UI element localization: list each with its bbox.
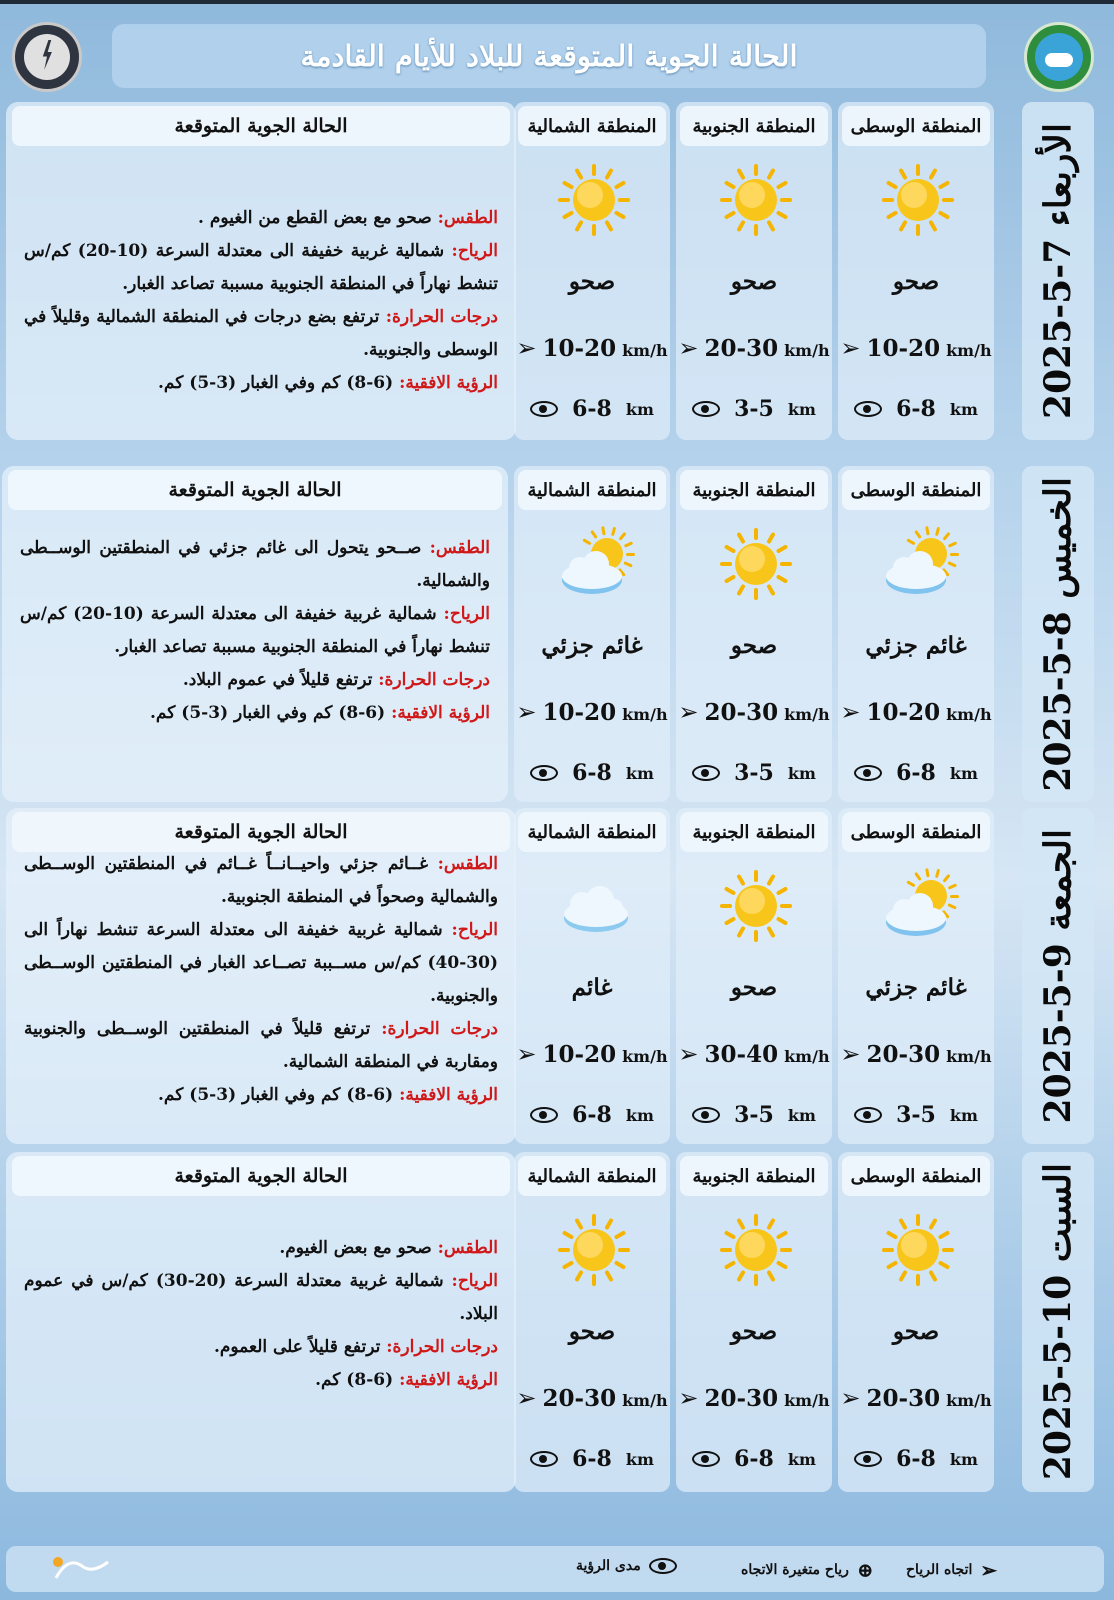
paragraph-label: الطقس: [437, 854, 498, 874]
region-card-central [838, 466, 994, 802]
visibility-unit: km [787, 1449, 816, 1469]
paragraph-text: شمالية غربية خفيفة الى معتدلة السرعة (10-20) كم/س تنشط نهاراً في المنطقة الجنوبية مسببة تصاعد الغبار. [24, 241, 498, 294]
paragraph-text: (6-8) كم وفي الغبار (3-5) كم. [158, 1085, 400, 1105]
paragraph-label: درجات الحرارة: [381, 1019, 498, 1039]
visibility-value: 6-8 [896, 396, 936, 422]
paragraph-label: درجات الحرارة: [385, 307, 499, 327]
condition-label: غائم جزئي [865, 632, 967, 659]
region-card-south [676, 1152, 832, 1492]
condition-label: صحو [730, 632, 778, 659]
wind-unit: km/h [622, 705, 668, 724]
paragraph-label: الرؤية الافقية: [391, 703, 490, 723]
visibility-unit: km [787, 1105, 816, 1125]
wind-unit: km/h [784, 1047, 830, 1066]
description-heading: الحالة الجوية المتوقعة [8, 470, 502, 510]
legend-visibility-label: مدى الرؤية [576, 1558, 641, 1574]
sun-icon [714, 866, 798, 946]
wind-unit: km/h [946, 341, 992, 360]
day-date-tab [1022, 102, 1094, 440]
eye-icon [649, 1558, 677, 1574]
brand-mark-icon [48, 1548, 118, 1588]
description-heading: الحالة الجوية المتوقعة [12, 1156, 510, 1196]
sun-icon [552, 1210, 636, 1290]
condition-label: صحو [730, 1318, 778, 1345]
eye-icon [692, 1107, 720, 1123]
visibility-unit: km [949, 1449, 978, 1469]
visibility [676, 1446, 832, 1472]
sun-icon [714, 1210, 798, 1290]
visibility-unit: km [949, 399, 978, 419]
wind-unit: km/h [622, 341, 668, 360]
eye-icon [854, 401, 882, 417]
forecast-paragraph [24, 1331, 498, 1364]
page-title: الحالة الجوية المتوقعة للبلاد للأيام القادمة [300, 39, 798, 73]
paragraph-text: (6-8) كم وفي الغبار (3-5) كم. [150, 703, 392, 723]
description-body [20, 532, 490, 730]
visibility-value: 6-8 [896, 1446, 936, 1472]
partly-cloudy-icon [876, 866, 960, 946]
cloud-logo-icon [1035, 33, 1083, 81]
forecast-paragraph [24, 1364, 498, 1397]
condition-label: غائم جزئي [865, 974, 967, 1001]
paragraph-label: الرؤية الافقية: [399, 373, 498, 393]
visibility-value: 6-8 [572, 1446, 612, 1472]
crosshair-icon: ⊕ [856, 1558, 874, 1582]
visibility [514, 1446, 670, 1472]
wind-value: 20-30 [542, 1385, 617, 1412]
region-name: المنطقة الجنوبية [680, 1156, 828, 1196]
wind-arrow-icon: ➢ [678, 1040, 699, 1068]
wind-speed [676, 1384, 832, 1412]
forecast-paragraph [24, 1232, 498, 1265]
visibility [676, 1102, 832, 1128]
description-body [24, 1232, 498, 1397]
visibility-value: 3-5 [734, 760, 774, 786]
wind-arrow-icon: ➢ [678, 698, 699, 726]
wind-value: 10-20 [542, 699, 617, 726]
visibility [514, 396, 670, 422]
wind-speed [514, 1384, 670, 1412]
sun-icon [714, 160, 798, 240]
visibility-unit: km [949, 1105, 978, 1125]
wind-speed [676, 334, 832, 362]
forecast-paragraph [24, 1265, 498, 1331]
cloud-icon [552, 866, 636, 946]
region-name: المنطقة الجنوبية [680, 812, 828, 852]
forecast-paragraph [24, 848, 498, 914]
forecast-paragraph [24, 367, 498, 400]
day-date-label: الأربعاء 7-5-2025 [1037, 123, 1079, 419]
condition-label: صحو [568, 268, 616, 295]
wind-value: 20-30 [866, 1041, 941, 1068]
paragraph-label: الرؤية الافقية: [399, 1085, 498, 1105]
visibility-unit: km [625, 1105, 654, 1125]
region-card-central [838, 808, 994, 1144]
day-date-label: الخميس 8-5-2025 [1037, 476, 1079, 792]
region-name: المنطقة الوسطى [842, 1156, 990, 1196]
meteorological-authority-logo [1024, 22, 1094, 92]
forecast-paragraph [24, 301, 498, 367]
visibility-value: 3-5 [896, 1102, 936, 1128]
wind-unit: km/h [784, 1391, 830, 1410]
day-date-label: السبت 10-5-2025 [1037, 1163, 1079, 1481]
wind-unit: km/h [784, 705, 830, 724]
description-body [24, 848, 498, 1112]
wind-value: 10-20 [866, 335, 941, 362]
eye-icon [530, 1451, 558, 1467]
day-date-tab [1022, 808, 1094, 1144]
wind-speed [676, 1040, 832, 1068]
forecast-paragraph [20, 664, 490, 697]
condition-label: صحو [730, 974, 778, 1001]
wind-unit: km/h [784, 341, 830, 360]
forecast-paragraph [24, 1079, 498, 1112]
eye-icon [854, 765, 882, 781]
wind-value: 10-20 [866, 699, 941, 726]
wind-unit: km/h [622, 1391, 668, 1410]
wind-value: 20-30 [704, 335, 779, 362]
forecast-paragraph [24, 235, 498, 301]
day-date-tab [1022, 466, 1094, 802]
visibility [838, 760, 994, 786]
visibility-unit: km [787, 399, 816, 419]
region-card-north [514, 466, 670, 802]
wind-unit: km/h [622, 1047, 668, 1066]
visibility [676, 760, 832, 786]
paragraph-label: الرياح: [451, 1271, 498, 1291]
top-border [0, 0, 1114, 4]
eye-icon [530, 1107, 558, 1123]
day-row [0, 466, 1114, 802]
legend-wind-direction-label: اتجاه الرياح [906, 1562, 973, 1578]
region-card-north [514, 102, 670, 440]
forecast-description-panel [6, 102, 516, 440]
visibility-value: 3-5 [734, 1102, 774, 1128]
eye-icon [692, 765, 720, 781]
eye-icon [854, 1451, 882, 1467]
forecast-paragraph [20, 598, 490, 664]
visibility-unit: km [787, 763, 816, 783]
paragraph-text: (6-8) كم وفي الغبار (3-5) كم. [158, 373, 400, 393]
region-card-north [514, 808, 670, 1144]
region-name: المنطقة الوسطى [842, 812, 990, 852]
sun-icon [552, 160, 636, 240]
sun-icon [714, 524, 798, 604]
forecast-paragraph [24, 1013, 498, 1079]
paragraph-label: الطقس: [429, 538, 490, 558]
paragraph-label: الرياح: [451, 920, 498, 940]
condition-label: صحو [892, 268, 940, 295]
wind-value: 20-30 [704, 1385, 779, 1412]
wind-value: 10-20 [542, 335, 617, 362]
region-card-north [514, 1152, 670, 1492]
paragraph-text: (6-8) كم. [315, 1370, 400, 1390]
forecast-description-panel [6, 808, 516, 1144]
forecast-description-panel [6, 1152, 516, 1492]
paragraph-text: شمالية غربية خفيفة الى معتدلة السرعة تنشط نهاراً الى (30-40) كم/س مســببة تصــاعد الغبار في المنطقتين الوســطى والجنوبية. [24, 920, 498, 1006]
visibility [514, 1102, 670, 1128]
visibility-value: 6-8 [572, 1102, 612, 1128]
day-row [0, 102, 1114, 440]
wind-arrow-icon: ➢ [980, 1558, 998, 1582]
visibility-value: 3-5 [734, 396, 774, 422]
eye-icon [530, 401, 558, 417]
region-card-central [838, 1152, 994, 1492]
wind-speed [514, 698, 670, 726]
region-name: المنطقة الوسطى [842, 470, 990, 510]
weather-forecasting-logo [12, 22, 82, 92]
wind-arrow-icon: ➢ [678, 1384, 699, 1412]
wind-arrow-icon: ➢ [840, 1040, 861, 1068]
region-name: المنطقة الشمالية [518, 812, 666, 852]
paragraph-text: ترتفع قليلاً في عموم البلاد. [182, 670, 379, 690]
paragraph-label: الرياح: [443, 604, 490, 624]
wind-speed [838, 334, 994, 362]
description-body [24, 202, 498, 400]
visibility [514, 760, 670, 786]
visibility [676, 396, 832, 422]
sun-icon [876, 1210, 960, 1290]
wind-arrow-icon: ➢ [516, 334, 537, 362]
paragraph-label: درجات الحرارة: [378, 670, 490, 690]
legend-visibility [576, 1558, 677, 1574]
forecast-paragraph [24, 202, 498, 235]
region-name: المنطقة الشمالية [518, 470, 666, 510]
wind-arrow-icon: ➢ [840, 334, 861, 362]
lightning-icon [24, 34, 70, 80]
paragraph-text: صحو مع بعض الغيوم. [279, 1238, 438, 1258]
wind-arrow-icon: ➢ [840, 1384, 861, 1412]
paragraph-label: درجات الحرارة: [386, 1337, 498, 1357]
region-name: المنطقة الجنوبية [680, 106, 828, 146]
eye-icon [692, 401, 720, 417]
paragraph-label: الرياح: [451, 241, 498, 261]
wind-unit: km/h [946, 705, 992, 724]
wind-arrow-icon: ➢ [840, 698, 861, 726]
visibility [838, 1446, 994, 1472]
wind-unit: km/h [946, 1047, 992, 1066]
region-name: المنطقة الشمالية [518, 1156, 666, 1196]
visibility-unit: km [625, 1449, 654, 1469]
eye-icon [854, 1107, 882, 1123]
eye-icon [530, 765, 558, 781]
wind-arrow-icon: ➢ [516, 1384, 537, 1412]
wind-value: 10-20 [542, 1041, 617, 1068]
sun-icon [876, 160, 960, 240]
forecast-description-panel [2, 466, 508, 802]
partly-cloudy-icon [876, 524, 960, 604]
visibility-value: 6-8 [734, 1446, 774, 1472]
condition-label: صحو [730, 268, 778, 295]
day-row [0, 808, 1114, 1144]
wind-speed [676, 698, 832, 726]
visibility-value: 6-8 [572, 760, 612, 786]
legend-bar [6, 1546, 1104, 1592]
wind-value: 20-30 [866, 1385, 941, 1412]
description-heading: الحالة الجوية المتوقعة [12, 106, 510, 146]
region-name: المنطقة الشمالية [518, 106, 666, 146]
wind-speed [838, 1040, 994, 1068]
wind-unit: km/h [946, 1391, 992, 1410]
condition-label: صحو [892, 1318, 940, 1345]
visibility-value: 6-8 [896, 760, 936, 786]
paragraph-text: صحو مع بعض القطع من الغيوم . [198, 208, 438, 228]
legend-variable-wind [741, 1558, 874, 1582]
wind-speed [514, 1040, 670, 1068]
wind-arrow-icon: ➢ [516, 1040, 537, 1068]
visibility [838, 1102, 994, 1128]
partly-cloudy-icon [552, 524, 636, 604]
day-row [0, 1152, 1114, 1492]
forecast-paragraph [24, 914, 498, 1013]
paragraph-text: شمالية غربية خفيفة الى معتدلة السرعة (10-20) كم/س تنشط نهاراً في المنطقة الجنوبية مسببة تصاعد الغبار. [20, 604, 490, 657]
paragraph-text: ترتفع قليلاً على العموم. [213, 1337, 387, 1357]
description-heading: الحالة الجوية المتوقعة [12, 812, 510, 852]
forecast-paragraph [20, 697, 490, 730]
wind-arrow-icon: ➢ [678, 334, 699, 362]
paragraph-label: الطقس: [437, 1238, 498, 1258]
visibility-unit: km [949, 763, 978, 783]
condition-label: صحو [568, 1318, 616, 1345]
paragraph-label: الطقس: [437, 208, 498, 228]
forecast-paragraph [20, 532, 490, 598]
paragraph-text: شمالية غربية معتدلة السرعة (20-30) كم/س في عموم البلاد. [24, 1271, 498, 1324]
region-card-south [676, 466, 832, 802]
paragraph-text: ترتفع بضع درجات في المنطقة الشمالية وقليلاً في الوسطى والجنوبية. [24, 307, 498, 360]
paragraph-text: غــائم جزئي واحيــانــاً غــائم في المنطقتين الوســطى والشمالية وصحواً في المنطقة الجنوبية. [24, 854, 498, 907]
paragraph-text: صــحو يتحول الى غائم جزئي في المنطقتين الوســطى والشمالية. [20, 538, 490, 591]
visibility-unit: km [625, 763, 654, 783]
page-header [112, 24, 986, 88]
legend-wind-direction [906, 1558, 997, 1582]
wind-speed [838, 1384, 994, 1412]
wind-speed [514, 334, 670, 362]
wind-speed [838, 698, 994, 726]
wind-arrow-icon: ➢ [516, 698, 537, 726]
wind-value: 30-40 [704, 1041, 779, 1068]
paragraph-text: ترتفع قليلاً في المنطقتين الوســطى والجنوبية ومقاربة في المنطقة الشمالية. [24, 1019, 498, 1072]
visibility-value: 6-8 [572, 396, 612, 422]
region-name: المنطقة الوسطى [842, 106, 990, 146]
region-card-south [676, 102, 832, 440]
day-date-tab [1022, 1152, 1094, 1492]
wind-value: 20-30 [704, 699, 779, 726]
region-card-south [676, 808, 832, 1144]
region-name: المنطقة الجنوبية [680, 470, 828, 510]
visibility-unit: km [625, 399, 654, 419]
eye-icon [692, 1451, 720, 1467]
day-date-label: الجمعة 9-5-2025 [1037, 828, 1079, 1124]
paragraph-label: الرؤية الافقية: [399, 1370, 498, 1390]
condition-label: غائم جزئي [541, 632, 643, 659]
region-card-central [838, 102, 994, 440]
legend-variable-wind-label: رياح متغيرة الاتجاه [741, 1562, 849, 1578]
visibility [838, 396, 994, 422]
condition-label: غائم [571, 974, 613, 1001]
